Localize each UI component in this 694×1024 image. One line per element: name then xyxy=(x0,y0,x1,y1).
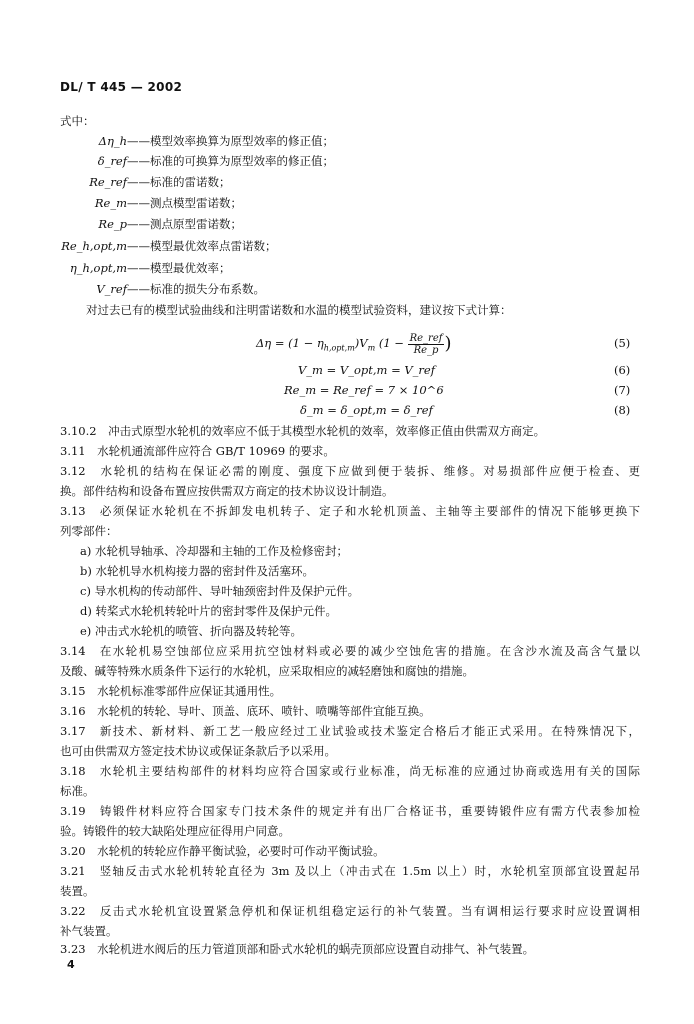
variable-re-ref xyxy=(75,174,231,190)
equation-5: $\Delta\eta = (1 - \eta_{h,opt,m})V_m$ (1 − $\frac{\text{Re\_ref}}{Re\_p}$ ) xyxy=(256,332,452,356)
equation-5-left: Δη = (1 − η xyxy=(256,336,324,350)
clause-3-10-2: 3.10.2 冲击式原型水轮机的效率应不低于其模型水轮机的效率，效率修正值由供需双方商定。 xyxy=(60,424,546,438)
clause-3-13-item-d: d) 转桨式水轮机转轮叶片的密封零件及保护元件。 xyxy=(80,604,338,618)
variable-delta-ref xyxy=(75,153,334,169)
clause-3-14-line1: 3.14 在水轮机易空蚀部位应采用抗空蚀材料或必要的减少空蚀危害的措施。在含沙水流及高含气量以 xyxy=(60,644,640,658)
variable-symbol: Re_m xyxy=(94,196,127,210)
clause-3-13-line1: 3.13 必须保证水轮机在不拆卸发电机转子、定子和水轮机顶盖、主轴等主要部件的情况下能够更换下 xyxy=(60,504,640,518)
variable-desc: ——模型最优效率； xyxy=(127,261,231,275)
variable-re-m xyxy=(75,195,242,211)
clause-3-17-line2: 也可由供需双方签定技术协议或保证条款后予以采用。 xyxy=(60,744,336,758)
equation-5-sub2: m xyxy=(367,343,376,353)
clause-3-18-line2: 标准。 xyxy=(60,784,95,798)
equation-number-8: (8) xyxy=(614,403,631,417)
clause-3-22-line1: 3.22 反击式水轮机宜设置紧急停机和保证机组稳定运行的补气装置。当有调相运行要求时应设置调相 xyxy=(60,904,640,918)
variable-desc: ——标准的损失分布系数。 xyxy=(127,282,265,296)
variable-symbol: V_ref xyxy=(96,282,127,296)
clause-3-20: 3.20 水轮机的转轮应作静平衡试验，必要时可作动平衡试验。 xyxy=(60,844,385,858)
equation-7: Re_m = Re_ref = 7 × 10^6 xyxy=(284,383,444,397)
equation-5-paren: (1 − xyxy=(378,336,404,350)
equation-number-7: (7) xyxy=(614,383,631,397)
variable-delta-eta-h xyxy=(75,133,334,149)
equation-5-mid: )V xyxy=(354,336,368,350)
equation-8: δ_m = δ_opt,m = δ_ref xyxy=(300,403,433,417)
clause-3-14-line2: 及酸、碱等特殊水质条件下运行的水轮机，应采取相应的减轻磨蚀和腐蚀的措施。 xyxy=(60,664,474,678)
clause-3-22-line2: 补气装置。 xyxy=(60,924,118,938)
variable-desc: ——标准的可换算为原型效率的修正值； xyxy=(127,154,334,168)
variable-symbol: δ_ref xyxy=(97,154,127,168)
clause-3-17-line1: 3.17 新技术、新材料、新工艺一般应经过工业试验或技术鉴定合格后才能正式采用。在特殊情况下， xyxy=(60,724,640,738)
variable-symbol: Re_h,opt,m xyxy=(61,239,127,253)
clause-3-11: 3.11 水轮机通流部件应符合 GB/T 10969 的要求。 xyxy=(60,444,335,458)
fraction-numerator: Re_ref xyxy=(409,332,443,344)
variable-symbol: Re_ref xyxy=(89,175,127,189)
variable-symbol: Δη_h xyxy=(98,134,127,148)
variable-v-ref xyxy=(75,281,265,297)
clause-3-13-item-c: c) 导水机构的传动部件、导叶轴颈密封件及保护元件。 xyxy=(80,584,360,598)
clause-3-13-item-a: a) 水轮机导轴承、冷却器和主轴的工作及检修密封； xyxy=(80,544,348,558)
variable-desc: ——模型效率换算为原型效率的修正值； xyxy=(127,134,334,148)
clause-3-15: 3.15 水轮机标准零部件应保证其通用性。 xyxy=(60,684,282,698)
variable-re-h-opt-m xyxy=(60,238,277,254)
clause-3-13-item-e: e) 冲击式水轮机的喷管、折向器及转轮等。 xyxy=(80,624,302,638)
variable-desc: ——模型最优效率点雷诺数； xyxy=(127,239,277,253)
equation-6: V_m = V_opt,m = V_ref xyxy=(298,363,435,377)
fraction-denominator: Re_p xyxy=(413,344,439,356)
variable-desc: ——测点模型雷诺数； xyxy=(127,196,242,210)
clause-3-16: 3.16 水轮机的转轮、导叶、顶盖、底环、喷针、喷嘴等部件宜能互换。 xyxy=(60,704,431,718)
clause-3-19-line2: 验。铸锻件的较大缺陷处理应征得用户同意。 xyxy=(60,824,290,838)
document-header: DL/ T 445 — 2002 xyxy=(60,80,183,94)
clause-3-21-line1: 3.21 竖轴反击式水轮机转轮直径为 3m 及以上（冲击式在 1.5m 以上）时，水轮机室顶部宜设置起吊 xyxy=(60,864,640,878)
clause-3-18-line1: 3.18 水轮机主要结构部件的材料均应符合国家或行业标准，尚无标准的应通过协商或选用有关的国际 xyxy=(60,764,640,778)
variable-desc: ——测点原型雷诺数； xyxy=(127,217,242,231)
variable-symbol: Re_p xyxy=(98,217,127,231)
clause-3-21-line2: 装置。 xyxy=(60,884,95,898)
calc-intro: 对过去已有的模型试验曲线和注明雷诺数和水温的模型试验资料，建议按下式计算： xyxy=(86,303,512,317)
clause-3-23: 3.23 水轮机进水阀后的压力管道顶部和卧式水轮机的蜗壳顶部应设置自动排气、补气装置。 xyxy=(60,942,535,956)
clause-3-13-line2: 列零部件： xyxy=(60,524,118,538)
clause-3-13-item-b: b) 水轮机导水机构接力器的密封件及活塞环。 xyxy=(80,564,315,578)
variable-desc: ——标准的雷诺数； xyxy=(127,175,231,189)
clause-3-12-line1: 3.12 水轮机的结构在保证必需的刚度、强度下应做到便于装拆、维修。对易损部件应便于检查、更 xyxy=(60,464,640,478)
variable-re-p xyxy=(75,216,242,232)
page-number: 4 xyxy=(67,958,75,971)
variable-symbol: η_h,opt,m xyxy=(69,261,127,275)
clause-3-19-line1: 3.19 铸锻件材料应符合国家专门技术条件的规定并有出厂合格证书，重要铸锻件应有需方代表参加检 xyxy=(60,804,640,818)
equation-5-sub: h,opt,m xyxy=(323,343,355,353)
where-label: 式中： xyxy=(60,114,95,128)
clause-3-12-line2: 换。部件结构和设备布置应按供需双方商定的技术协议设计制造。 xyxy=(60,484,394,498)
equation-5-fraction xyxy=(408,333,445,356)
equation-number-6: (6) xyxy=(614,363,631,377)
variable-eta-h-opt-m xyxy=(60,260,231,276)
equation-number-5: (5) xyxy=(614,336,631,350)
